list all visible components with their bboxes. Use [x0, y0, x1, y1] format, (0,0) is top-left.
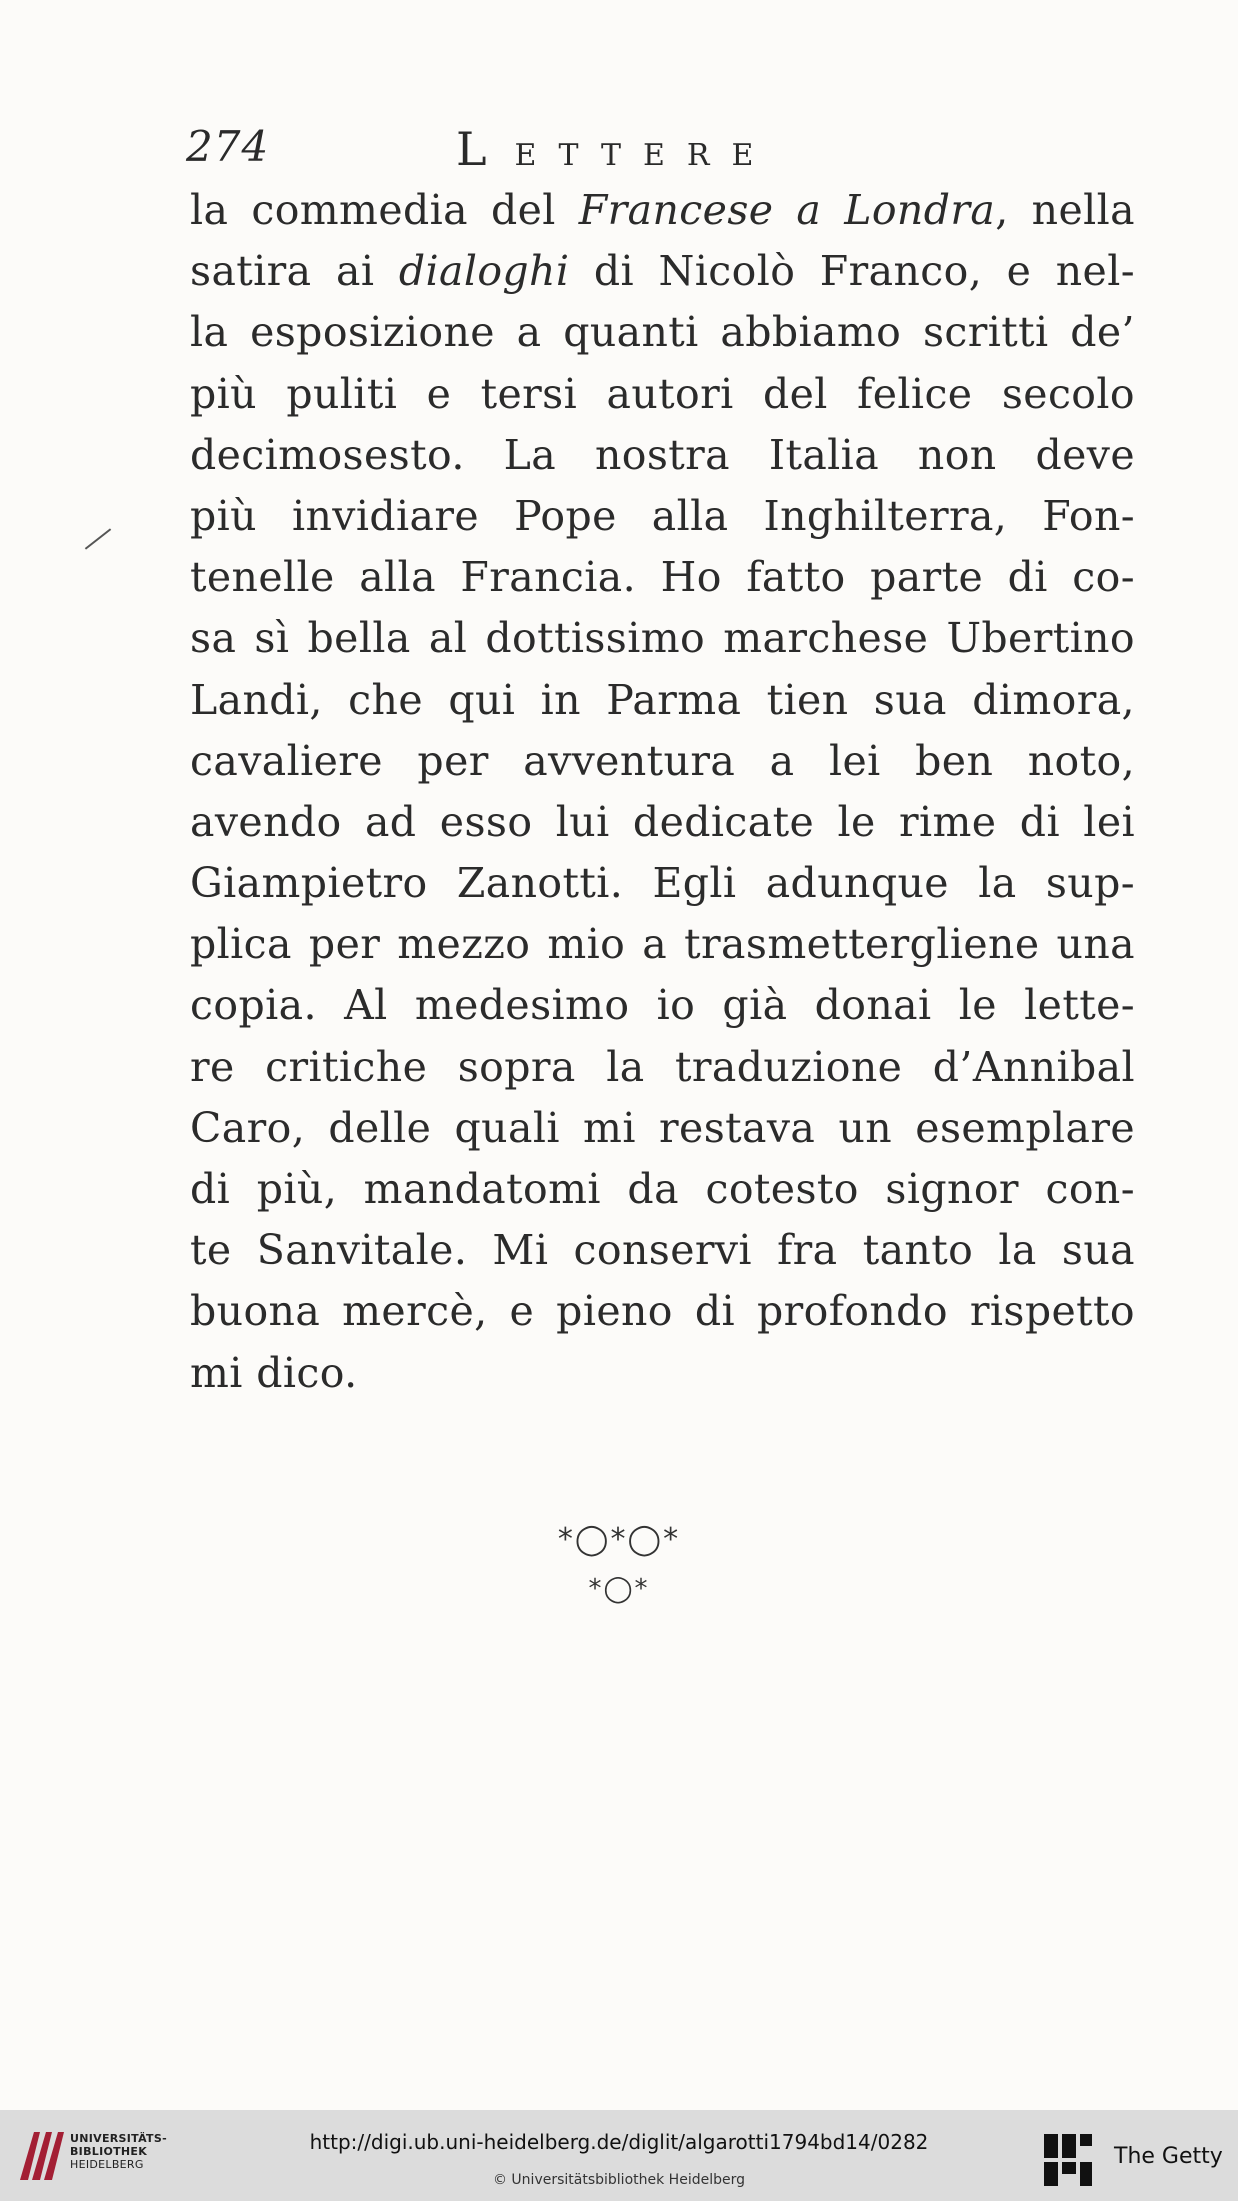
text-line [190, 1098, 1135, 1159]
text-segment: te Sanvitale. Mi conservi fra tanto la sua [190, 1226, 1135, 1275]
text-segment: Caro, delle quali mi restava un esemplare [190, 1103, 1135, 1152]
text-segment: plica per mezzo mio a trasmettergliene una [190, 920, 1135, 969]
text-segment: tenelle alla Francia. Ho fatto parte di co- [190, 553, 1135, 602]
text-line [190, 731, 1135, 792]
copyright-notice: © Universitätsbibliothek Heidelberg [492, 2172, 745, 2188]
text-segment: la esposizione a quanti abbiamo scritti de’ [190, 308, 1135, 357]
text-line [190, 1220, 1135, 1281]
text-segment: avendo ad esso lui dedicate le rime di lei [190, 797, 1135, 846]
text-line [190, 302, 1135, 363]
running-head-initial: L [456, 122, 493, 176]
text-line [190, 914, 1135, 975]
getty-label: The Getty [1114, 2144, 1223, 2169]
running-head-rest: ETTERE [514, 138, 776, 173]
text-line [190, 241, 1135, 302]
text-line [190, 1343, 1135, 1404]
text-segment: cavaliere per avventura a lei ben noto, [190, 736, 1135, 785]
institution-line-1: UNIVERSITÄTS- [70, 2132, 167, 2145]
text-segment: buona mercè, e pieno di profondo rispetto [190, 1287, 1135, 1336]
page-header [186, 122, 1136, 176]
text-segment: sa sì bella al dottissimo marchese Ubertino [190, 614, 1135, 663]
institution-line-3: HEIDELBERG [70, 2158, 144, 2171]
text-segment: decimosesto. La nostra Italia non deve [190, 430, 1135, 479]
getty-logo-icon [1040, 2130, 1096, 2190]
text-line [190, 853, 1135, 914]
footer-bar [0, 2110, 1238, 2201]
text-segment: , nella [995, 186, 1135, 234]
text-line [190, 547, 1135, 608]
text-segment: mi dico. [190, 1348, 358, 1397]
text-line [190, 608, 1135, 669]
text-segment: la commedia del [190, 186, 579, 234]
text-line [190, 1159, 1135, 1220]
text-line [190, 425, 1135, 486]
text-segment: Landi, che qui in Parma tien sua dimora, [190, 675, 1135, 724]
text-segment: di più, mandatomi da cotesto signor con- [190, 1165, 1135, 1213]
running-head [456, 122, 775, 176]
text-line [190, 180, 1135, 241]
text-segment: più puliti e tersi autori del felice secolo [190, 369, 1135, 418]
institution-line-2: BIBLIOTHEK [70, 2145, 148, 2158]
page-number: 274 [186, 122, 270, 171]
italic-title: Francese a Londra [578, 186, 996, 234]
text-line [190, 1281, 1135, 1342]
text-segment: Giampietro Zanotti. Egli adunque la sup- [190, 859, 1135, 908]
text-line [190, 975, 1135, 1036]
ornament-row-1: *◯*◯* [557, 1522, 681, 1557]
text-segment: di Nicolò Franco, e nel- [569, 247, 1135, 296]
permalink-url[interactable]: http://digi.ub.uni-heidelberg.de/diglit/algarotti1794bd14/0282 [309, 2130, 929, 2154]
text-line [190, 1037, 1135, 1098]
text-segment: più invidiare Pope alla Inghilterra, Fon- [190, 491, 1135, 540]
body-text [190, 180, 1135, 1404]
text-segment: re critiche sopra la traduzione d’Annibal [190, 1042, 1135, 1091]
text-line [190, 670, 1135, 731]
italic-title: dialoghi [398, 247, 570, 296]
text-segment: copia. Al medesimo io già donai le lette- [190, 981, 1135, 1030]
text-line [190, 486, 1135, 547]
ornament-row-2: *◯* [588, 1574, 650, 1604]
text-segment: satira ai [190, 247, 399, 296]
text-line [190, 792, 1135, 853]
margin-pencil-mark [85, 528, 111, 549]
text-line [190, 364, 1135, 425]
